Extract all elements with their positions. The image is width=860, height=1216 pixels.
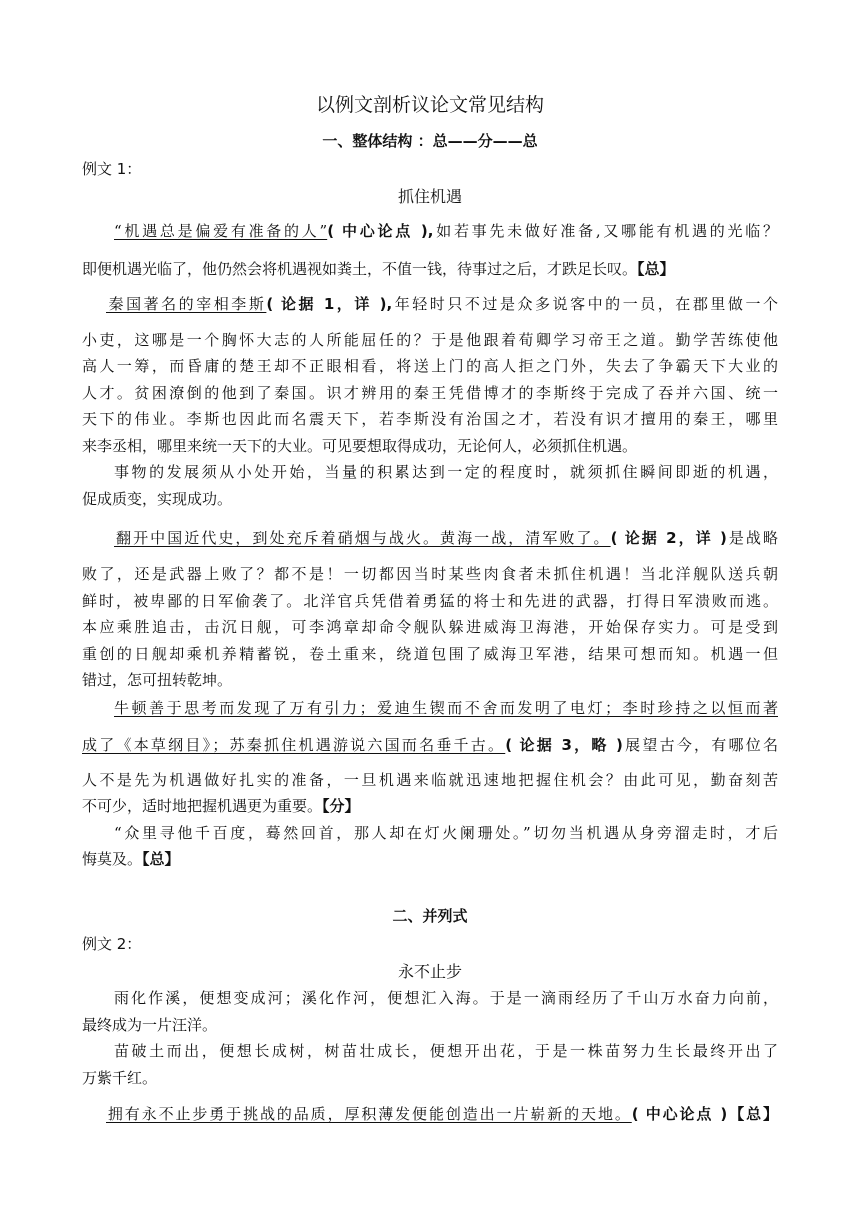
structure-mark-total: 【总】 [727,1105,778,1123]
paragraph-9-line-1 [82,1103,778,1125]
central-thesis-quote: “机遇总是偏爱有准备的人” [114,222,328,240]
paragraph-8-line-2: 万紫千红。 [82,1069,158,1087]
paragraph-1-line-2 [82,258,778,280]
paragraph-4-line-2: 败了，还是武器上败了？都不是！一切都因当时某些肉食者未抓住机遇！当北洋舰队送兵朝 [82,565,778,583]
evidence-1-tag: ( 论据 1，详 ), [266,295,393,313]
paragraph-4-line-4: 本应乘胜追击，击沉日舰，可李鸿章却命令舰队躲进威海卫海港，开始保存实力。可是受到 [82,618,778,636]
structure-mark-total: 【总】 [142,850,180,868]
paragraph-7-line-1: 雨化作溪，便想变成河；溪化作河，便想汇入海。于是一滴雨经历了千山万水奋力向前， [114,989,778,1007]
paragraph-2-line-5: 天下的伟业。李斯也因此而名震天下，若李斯没有治国之才，若没有识才擅用的秦王，哪里 [82,410,778,428]
evidence-3-underlined-line-2: 成了《本草纲目》；苏秦抓住机遇游说六国而名垂千古。 [82,736,506,754]
example-2-label: 例文 2： [82,935,142,953]
paragraph-6-line-2 [82,848,778,870]
paragraph-5-line-1 [82,697,778,719]
paragraph-2-line-2: 小吏，这哪是一个胸怀大志的人所能屈任的？于是他跟着荀卿学习帝王之道。勤学苦练使他 [82,331,778,349]
paragraph-8-line-1: 苗破土而出，便想长成树，树苗壮成长，便想开出花，于是一株苗努力生长最终开出了 [114,1042,778,1060]
paragraph-3-line-2: 促成质变，实现成功。 [82,490,233,508]
paragraph-4-line-1 [82,527,778,549]
paragraph-2-line-1 [82,293,778,315]
paragraph-text: 不可少，适时地把握机遇更为重要。 [82,797,323,815]
example-1-title: 抓住机遇 [397,187,462,206]
section-heading-1: 一、整体结构 ：总——分——总 [322,132,538,150]
paragraph-2-line-6: 来李丞相，哪里来统一天下的大业。可见要想取得成功，无论何人，必须抓住机遇。 [82,437,638,455]
paragraph-4-line-6: 错过，怎可扭转乾坤。 [82,671,233,689]
paragraph-5-line-3: 人不是先为机遇做好扎实的准备，一旦机遇来临就迅速地把握住机会？由此可见，勤奋刻苦 [82,771,778,789]
evidence-1-underlined: 秦国著名的宰相李斯 [106,295,267,313]
paragraph-3-line-1: 事物的发展须从小处开始，当量的积累达到一定的程度时，就须抓住瞬间即逝的机遇， [114,463,778,481]
paragraph-4-line-3: 鲜时，被卑鄙的日军偷袭了。北洋官兵凭借着勇猛的将士和先进的武器，打得日军溃败而逃。 [82,592,778,610]
example-2-title: 永不止步 [397,962,462,981]
paragraph-7-line-2: 最终成为一片汪洋。 [82,1016,218,1034]
paragraph-text: 是战略 [726,529,778,547]
evidence-2-tag: ( 论据 2，详 ) [610,529,727,547]
structure-mark-part: 【分】 [322,797,360,815]
paragraph-5-line-4 [82,795,778,817]
paragraph-2-line-3: 高人一筹，而昏庸的楚王却不正眼相看，将送上门的高人拒之门外，失去了争霸天下大业的 [82,357,778,375]
paragraph-6-line-1: “众里寻他千百度，蓦然回首，那人却在灯火阑珊处。”切勿当机遇从身旁溜走时，才后 [114,824,778,842]
paragraph-text: 年轻时只不过是众多说客中的一员，在郡里做一个 [392,295,778,313]
example-1-label: 例文 1： [82,160,142,178]
paragraph-text: 展望古今，有哪位名 [622,736,778,754]
structure-mark-total: 【总】 [637,260,675,278]
paragraph-text: 如若事先未做好准备,又哪能有机遇的光临？ [433,222,778,240]
evidence-3-underlined-line-1: 牛顿善于思考而发现了万有引力；爱迪生锲而不舍而发明了电灯；李时珍持之以恒而著 [114,699,778,717]
paragraph-text: 悔莫及。 [82,850,143,868]
paragraph-2-line-4: 人才。贫困潦倒的他到了秦国。识才辨用的秦王凭借博才的李斯终于完成了吞并六国、统一 [82,384,778,402]
document-title: 以例文剖析议论文常见结构 [315,94,544,116]
evidence-3-tag: ( 论据 3，略 ) [505,736,623,754]
evidence-2-underlined: 翻开中国近代史，到处充斥着硝烟与战火。黄海一战，清军败了。 [114,529,611,547]
central-thesis-tag: ( 中心论点 ) [631,1105,728,1123]
paragraph-1-line-1 [82,220,778,242]
central-thesis-tag: ( 中心论点 ), [327,222,434,240]
paragraph-5-line-2 [82,734,778,756]
central-thesis-underlined: 拥有永不止步勇于挑战的品质，厚积薄发便能创造出一片崭新的天地。 [106,1105,632,1123]
paragraph-text: 即便机遇光临了，他仍然会将机遇视如粪土，不值一钱，待事过之后，才跌足长叹。 [82,260,638,278]
paragraph-4-line-5: 重创的日舰却乘机养精蓄锐，卷土重来，绕道包围了威海卫军港，结果可想而知。机遇一但 [82,645,778,663]
section-heading-2: 二、并列式 [392,907,468,925]
